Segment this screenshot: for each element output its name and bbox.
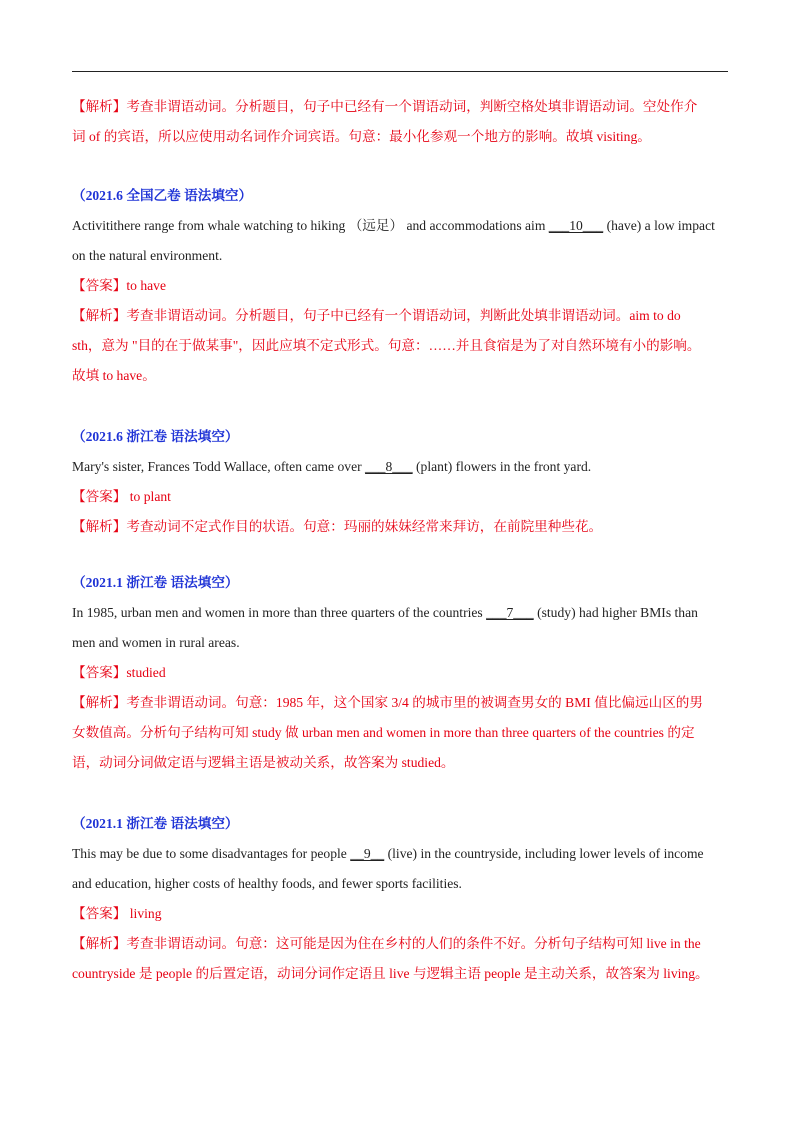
question-line (72, 247, 732, 265)
answer-analysis-line (72, 277, 732, 295)
text-run: 【解析】考查非谓语动词。句意：这可能是因为住在乡村的人们的条件不好。分析句子结构可知 live in the (72, 936, 701, 951)
text-run: 【解析】考查非谓语动词。分析题目，句子中已经有一个谓语动词，判断此处填非谓语动词。aim to do (72, 308, 681, 323)
question-line (72, 604, 732, 622)
text-run: 语，动词分词做定语与逻辑主语是被动关系，故答案为 studied。 (72, 755, 455, 770)
text-run: 【解析】考查动词不定式作目的状语。句意：玛丽的妹妹经常来拜访，在前院里种些花。 (72, 519, 603, 534)
answer-analysis-line (72, 965, 732, 983)
blank-number: __9__ (350, 846, 385, 861)
section-heading (72, 428, 732, 446)
section-heading (72, 815, 732, 833)
answer-analysis-line (72, 337, 732, 355)
answer-analysis-line (72, 488, 732, 506)
answer-analysis-line (72, 724, 732, 742)
question-line (72, 217, 732, 235)
text-run: (study) had higher BMIs than (533, 605, 698, 620)
text-run: 【答案】 to plant (72, 489, 171, 504)
text-run: This may be due to some disadvantages for people (72, 846, 351, 861)
text-run: 【答案】studied (72, 665, 166, 680)
answer-analysis-line (72, 664, 732, 682)
blank-number: ___7___ (486, 605, 534, 620)
blank-number: ___8___ (365, 459, 413, 474)
header-rule (72, 71, 728, 72)
text-run: In 1985, urban men and women in more than three quarters of the countries (72, 605, 487, 620)
question-line (72, 458, 732, 476)
text-run: Activitithere range from whale watching to hiking （远足） and accommodations aim (72, 218, 549, 233)
text-run: 【答案】 living (72, 906, 162, 921)
answer-analysis-line (72, 128, 732, 146)
text-run: （2021.1 浙江卷 语法填空） (72, 816, 239, 831)
section-heading (72, 574, 732, 592)
text-run: 词 of 的宾语，所以应使用动名词作介词宾语。句意：最小化参观一个地方的影响。故填 visiting。 (72, 129, 651, 144)
text-run: on the natural environment. (72, 248, 223, 263)
text-run: 【答案】to have (72, 278, 167, 293)
answer-analysis-line (72, 367, 732, 385)
answer-analysis-line (72, 307, 732, 325)
text-run: （2021.6 浙江卷 语法填空） (72, 429, 239, 444)
answer-analysis-line (72, 905, 732, 923)
text-run: （2021.1 浙江卷 语法填空） (72, 575, 239, 590)
text-run: 女数值高。分析句子结构可知 study 做 urban men and women in more than three quarters of the countries 的定 (72, 725, 695, 740)
text-run: (have) a low impact (603, 218, 715, 233)
text-run: (live) in the countryside, including lower levels of income (384, 846, 704, 861)
text-run: Mary's sister, Frances Todd Wallace, often came over (72, 459, 366, 474)
text-run: sth，意为 "目的在于做某事"，因此应填不定式形式。句意：……并且食宿是为了对自然环境有小的影响。 (72, 338, 701, 353)
text-run: (plant) flowers in the front yard. (412, 459, 592, 474)
answer-analysis-line (72, 694, 732, 712)
text-run: men and women in rural areas. (72, 635, 240, 650)
question-line (72, 845, 732, 863)
text-run: 【解析】考查非谓语动词。句意：1985 年，这个国家 3/4 的城市里的被调查男女的 BMI 值比偏远山区的男 (72, 695, 703, 710)
section-heading (72, 187, 732, 205)
answer-analysis-line (72, 754, 732, 772)
text-run: and education, higher costs of healthy foods, and fewer sports facilities. (72, 876, 462, 891)
answer-analysis-line (72, 98, 732, 116)
text-run: 故填 to have。 (72, 368, 156, 383)
answer-analysis-line (72, 935, 732, 953)
text-run: （2021.6 全国乙卷 语法填空） (72, 188, 253, 203)
blank-number: ___10___ (548, 218, 604, 233)
question-line (72, 875, 732, 893)
answer-analysis-line (72, 518, 732, 536)
text-run: countryside 是 people 的后置定语，动词分词作定语且 live 与逻辑主语 people 是主动关系，故答案为 living。 (72, 966, 709, 981)
question-line (72, 634, 732, 652)
text-run: 【解析】考查非谓语动词。分析题目，句子中已经有一个谓语动词，判断空格处填非谓语动词。空处作介 (72, 99, 698, 114)
